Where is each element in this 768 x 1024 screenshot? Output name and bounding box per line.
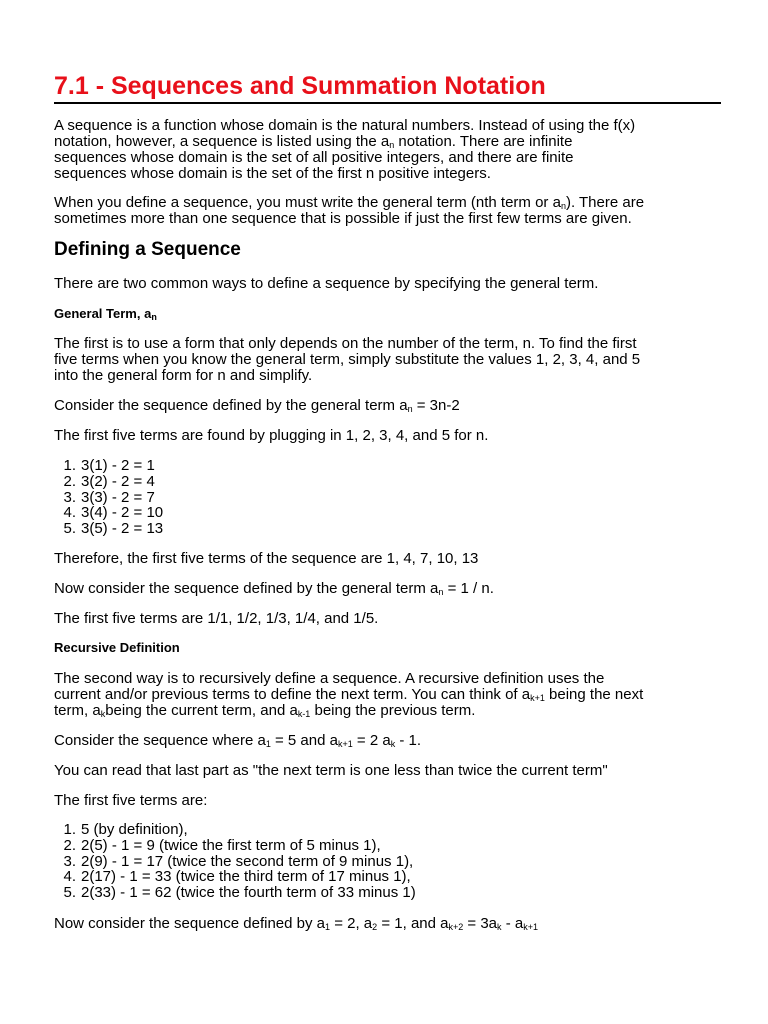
list-number: 1. xyxy=(63,457,76,474)
terms-list-2 xyxy=(54,822,416,901)
intro-paragraph-1 xyxy=(54,118,635,182)
list-item xyxy=(54,505,163,521)
general-term-paragraph xyxy=(54,336,640,384)
list-item xyxy=(54,474,163,490)
subscript: 2 xyxy=(372,922,378,932)
list-item-text: 3(2) - 2 = 4 xyxy=(81,472,155,490)
subheading-general-term: General Term, $a_n$ xyxy=(54,306,157,322)
subscript: k-1 xyxy=(297,709,311,719)
list-item-text: 2(17) - 1 = 33 (twice the third term of 17 minus 1), xyxy=(81,868,411,886)
text-line: When you define a sequence, you must write the general term (nth term or $a_n$). There are xyxy=(54,194,645,211)
list-item-text: 3(1) - 2 = 1 xyxy=(81,457,155,474)
read-text: You can read that last part as "the next term is one less than twice the current term" xyxy=(54,762,608,779)
list-item-text: 3(3) - 2 = 7 xyxy=(81,488,155,506)
list-item xyxy=(54,854,416,870)
recursive-paragraph xyxy=(54,671,643,719)
consider-recursive-2: Now consider the sequence defined by $a_1 = 2$, $a_2 = 1$, and $a_{k+2} = 3a_k - a_{k+1}$ xyxy=(54,915,538,932)
subscript: 1 xyxy=(265,739,271,749)
subscript: 1 xyxy=(325,922,331,932)
text-line: five terms when you know the general term, simply substitute the values 1, 2, 3, 4, and 5 xyxy=(54,351,641,368)
list-number: 4. xyxy=(63,868,76,886)
first-five-text: The first five terms are: xyxy=(54,792,208,809)
subscript: k+1 xyxy=(530,693,545,703)
therefore-text: Therefore, the first five terms of the sequence are 1, 4, 7, 10, 13 xyxy=(54,550,479,567)
subscript: n xyxy=(438,587,444,597)
page-title: 7.1 - Sequences and Summation Notation xyxy=(54,70,721,104)
list-number: 5. xyxy=(63,884,76,902)
list-item xyxy=(54,458,163,474)
subscript: k xyxy=(100,709,106,719)
list-number: 1. xyxy=(63,821,76,838)
list-item xyxy=(54,869,416,885)
subscript: n xyxy=(560,201,566,211)
text-line: current and/or previous terms to define the next term. You can think of $a_{k+1}$ being the next xyxy=(54,686,644,703)
consider-recursive: Consider the sequence where $a_1 = 5$ and $a_{k+1} = 2$ $a_k - 1$. xyxy=(54,732,422,749)
subscript: k+1 xyxy=(337,739,353,749)
subscript: k+1 xyxy=(523,922,538,932)
list-item xyxy=(54,838,416,854)
subscript: n xyxy=(389,140,395,150)
terms-text-2: The first five terms are 1/1, 1/2, 1/3, 1/4, and 1/5. xyxy=(54,610,379,627)
list-number: 4. xyxy=(63,504,76,522)
list-item-text: 2(9) - 1 = 17 (twice the second term of 9 minus 1), xyxy=(81,852,414,870)
list-number: 2. xyxy=(63,836,76,854)
list-number: 2. xyxy=(63,472,76,490)
list-item-text: 2(5) - 1 = 9 (twice the first term of 5 minus 1), xyxy=(81,836,381,854)
subscript: n xyxy=(407,404,413,414)
list-item xyxy=(54,490,163,506)
list-item-text: 3(5) - 2 = 13 xyxy=(81,520,164,538)
subscript: k xyxy=(390,739,396,749)
text-line: The second way is to recursively define a sequence. A recursive definition uses the xyxy=(54,670,605,687)
text-line: notation, however, a sequence is listed using the $a_n$ notation. There are infinite xyxy=(54,133,573,150)
text-line: sequences whose domain is the set of the first n positive integers. xyxy=(54,165,491,182)
list-item-text: 3(4) - 2 = 10 xyxy=(81,504,164,522)
section-heading-defining: Defining a Sequence xyxy=(54,239,241,260)
list-item xyxy=(54,521,163,537)
text-line: sometimes more than one sequence that is possible if just the first few terms are given. xyxy=(54,210,632,227)
subscript: n xyxy=(151,312,157,322)
text-line: The first is to use a form that only depends on the number of the term, n. To find the first xyxy=(54,335,637,352)
subscript: k xyxy=(497,922,502,932)
defining-intro: There are two common ways to define a sequence by specifying the general term. xyxy=(54,275,599,292)
consider-sequence-2: Now consider the sequence defined by the general term $a_n = 1 / n$. xyxy=(54,580,494,597)
text-line: into the general form for n and simplify. xyxy=(54,367,313,384)
subheading-recursive: Recursive Definition xyxy=(54,640,180,655)
list-item xyxy=(54,822,416,838)
text-line: A sequence is a function whose domain is the natural numbers. Instead of using the f(x) xyxy=(54,117,636,134)
list-number: 3. xyxy=(63,488,76,506)
list-item-text: 2(33) - 1 = 62 (twice the fourth term of 33 minus 1) xyxy=(81,884,416,902)
subscript: k+2 xyxy=(448,922,464,932)
list-item-text: 5 (by definition), xyxy=(81,821,188,838)
list-item xyxy=(54,885,416,901)
list-number: 5. xyxy=(63,520,76,538)
intro-paragraph-2 xyxy=(54,195,644,227)
consider-sequence-1: Consider the sequence defined by the general term $a_n = 3n-2$ xyxy=(54,397,460,414)
terms-list-1 xyxy=(54,458,163,537)
text-line: term, $a_kbeing$ the current term, and $a_{k-1}$ being the previous term. xyxy=(54,702,476,719)
plugging-in-text: The first five terms are found by plugging in 1, 2, 3, 4, and 5 for n. xyxy=(54,427,489,444)
text-line: sequences whose domain is the set of all positive integers, and there are finite xyxy=(54,149,574,166)
list-number: 3. xyxy=(63,852,76,870)
